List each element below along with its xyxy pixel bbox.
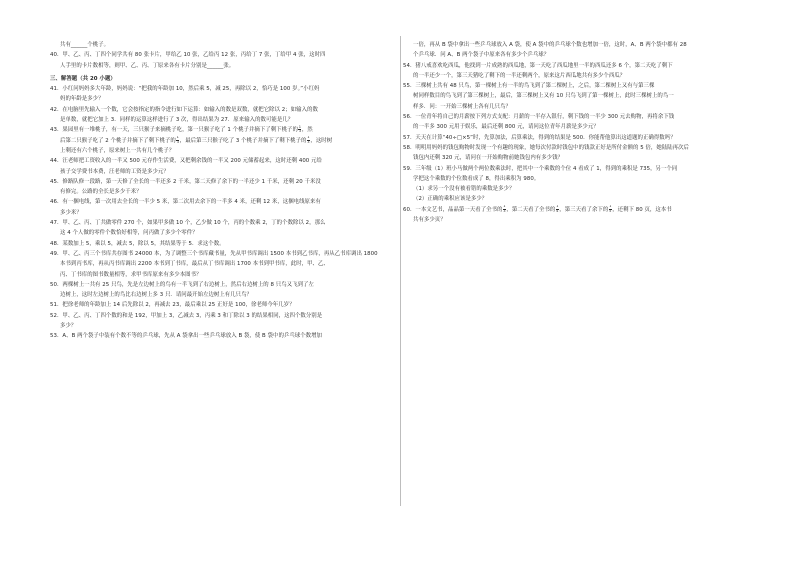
question-line xyxy=(50,105,395,115)
line-text: ，第二天看了全书的 xyxy=(506,206,556,213)
question-line xyxy=(50,300,395,310)
question-line xyxy=(50,228,395,238)
line-text: 60．一本文艺书，晶晶第一天看了全书的 xyxy=(403,206,503,213)
question-line xyxy=(50,115,395,125)
fraction-denominator: 3 xyxy=(176,139,179,144)
line-text: 共有多少页？ xyxy=(413,217,446,224)
line-text: 上剩还有六个桃子，原来树上一共有几个桃子？ xyxy=(60,147,175,154)
line-text: ，这时树 xyxy=(310,137,333,144)
question-line xyxy=(50,239,395,249)
question-line xyxy=(403,153,748,163)
line-text: 共有______个桃子。 xyxy=(60,42,110,48)
question-line xyxy=(403,61,748,71)
line-text: 40．甲、乙、丙、丁四个同学共有 80 张卡片，甲给乙 10 张，乙给丙 12 张，丙给丁 7 张，丁给甲 4 张，这时四 xyxy=(50,52,326,59)
question-line xyxy=(403,133,748,143)
line-text: （1）求另一个没有被看错的乘数是多少？ xyxy=(413,186,515,193)
line-text: 48．某数加上 5，乘以 5，减去 5，除以 5，其结果等于 5．求这个数。 xyxy=(50,240,225,247)
line-text: 样多．问：一开始三棵树上各有几只鸟？ xyxy=(413,103,511,110)
question-line xyxy=(50,259,395,269)
line-text: ，然 xyxy=(301,127,313,134)
question-line xyxy=(403,102,748,112)
line-text: 43．果园里有一堆桃子，有一天，三只猴子来摘桃子吃，第一只猴子吃了 1 个桃子并摘下了剩下桃子的 xyxy=(50,127,298,134)
question-line xyxy=(403,81,748,91)
section-heading xyxy=(50,74,395,84)
question-line xyxy=(403,194,748,204)
question-line xyxy=(50,40,395,50)
line-text: 的一半多 300 元用于娱乐，最后还剩 800 元，请问这位青年月薪是多少元？ xyxy=(413,124,599,131)
fraction-denominator: 3 xyxy=(503,208,506,213)
fraction-denominator: 3 xyxy=(307,139,310,144)
question-line xyxy=(50,197,395,207)
line-text: （2）正确的乘积应该是多少？ xyxy=(413,196,488,203)
left-column xyxy=(50,40,395,342)
line-text: 41．小红问妈妈多大年龄，妈妈说：“把我的年龄加 10，然后乘 5，减 25，再除以 2，恰巧是 100 岁。”小红妈 xyxy=(50,86,320,93)
question-line xyxy=(403,143,748,153)
question-line xyxy=(403,50,748,60)
fraction-numerator: 1 xyxy=(503,204,506,208)
question-line xyxy=(403,40,748,50)
line-text: ，第三天看了余下的 xyxy=(559,206,609,213)
question-line xyxy=(403,174,748,184)
column-divider xyxy=(400,36,401,506)
line-text: 49．甲、乙、丙三个书库共存图书 24000 本，为了调整三个书库藏书量，先从甲书库调出 1500 本书到乙书库，再从乙书库调出 1800 xyxy=(50,250,378,257)
fraction-numerator: 1 xyxy=(556,204,559,208)
line-text: 45．修路队修一段路，第一天修了全长的一半还多 2 千米，第二天修了余下的一半还少 1 千米，还剩 20 千米没 xyxy=(50,178,321,185)
line-text: 这 4 个人做的零件个数恰好相等，问丙做了多少个零件？ xyxy=(60,230,198,237)
question-line xyxy=(50,187,395,197)
line-text: 妈的年龄是多少？ xyxy=(60,96,104,103)
question-line xyxy=(50,208,395,218)
line-text: 的一半还少一个，第三天猪吃了剩下的一半还剩两个，原来这片西瓜地共有多少个西瓜？ xyxy=(413,72,626,79)
question-line xyxy=(50,311,395,321)
question-line xyxy=(50,270,395,280)
question-line xyxy=(50,136,395,146)
question-line xyxy=(403,112,748,122)
line-text: 59．三年级（1）班小马做两个两位数乘法时，把其中一个乘数的个位 4 看成了 1，得到的乘积是 735，另一个同 xyxy=(403,165,678,172)
line-text: 50．两棵树上一共有 25 只鸟，先是左边树上的鸟有一半飞到了右边树上，然后右边树上的 8 只鸟又飞到了左 xyxy=(50,281,314,288)
question-line xyxy=(50,156,395,166)
fraction-numerator: 1 xyxy=(307,135,310,139)
line-text: 边树上，这时左边树上的鸟比右边树上多 3 只．请问最开始左边树上有几只鸟？ xyxy=(60,292,252,299)
question-line xyxy=(50,321,395,331)
line-text: ，还剩下 80 页，这本书 xyxy=(612,206,672,213)
question-line xyxy=(403,91,748,101)
line-text: 多少？ xyxy=(60,323,77,330)
line-text: 52．甲、乙、丙、丁四个数的和是 192，甲加上 3，乙减去 3，丙乘 3 和丁除以 3 的结果相同，这四个数分别是 xyxy=(50,312,323,319)
fraction-denominator: 4 xyxy=(556,208,559,213)
fraction-denominator: 5 xyxy=(609,208,612,213)
line-text: 人手里的卡片数相等，则甲、乙、丙、丁原来各有卡片分别是______张。 xyxy=(60,62,235,69)
line-text: 53．A、B 两个袋子中装有个数不等的乒乓球，先从 A 袋拿出一些乒乓球放入 B 袋，使 B 袋中的乒乓球个数增加 xyxy=(50,333,322,340)
line-text: 44．汪老师把工资收入的一半又 500 元存作生活费，又把剩余钱的一半又 200 元储蓄起来，这时还剩 400 元给 xyxy=(50,158,322,165)
question-line xyxy=(50,61,395,71)
question-line xyxy=(403,215,748,225)
line-text: 57．天天在计算“40÷□×5”时，先算加法，后算乘法，得到的结果是 500．你能帮他算出这道题的正确得数吗？ xyxy=(403,134,676,141)
line-text: 46．有一捆电线，第一次用去全长的一半少 5 米，第二次用去余下的一半多 4 米，还剩 12 米，这捆电线原来有 xyxy=(50,199,321,206)
question-line xyxy=(50,249,395,259)
line-text: 56．一位青年将自己的月薪按下列方式支配：月薪的一半存入银行，剩下钱的一半少 300 元去购物，再将余下钱 xyxy=(403,114,675,121)
line-text: 本书到丙书库，再从丙书库调出 2200 本书到丁书库，最后从丁书库调出 1700 本书到甲书库，此时，甲、乙、 xyxy=(60,261,329,268)
question-line xyxy=(50,84,395,94)
line-text: 47．甲、乙、丙、丁共做零件 270 个，如果甲多做 10 个，乙少做 10 个，丙的个数乘 2，丁的个数除以 2，那么 xyxy=(50,220,326,227)
line-text: 51．把徐老师的年龄加上 14 后先除以 2，再减去 23，最后乘以 25 正好是 100，徐老师今年几岁？ xyxy=(50,302,295,309)
question-line xyxy=(50,50,395,60)
question-line xyxy=(403,122,748,132)
question-line xyxy=(50,218,395,228)
line-text: 58．明明用妈妈的钱包购物时发现一个有趣的现象，她每次付款时钱包中的钱款正好是所付金额的 5 倍，她陆陆再次后 xyxy=(403,144,689,151)
fraction-numerator: 1 xyxy=(609,204,612,208)
line-text: 三、解答题（共 20 小题） xyxy=(50,75,116,82)
question-line xyxy=(50,146,395,156)
line-text: 有修完。公路的全长是多少千米？ xyxy=(60,189,142,196)
line-text: 55．三棵树上共有 48 只鸟，第一棵树上有一半的鸟飞到了第二棵树上，之后，第二棵树上又有与第三棵 xyxy=(403,83,655,90)
fraction-denominator: 3 xyxy=(298,129,302,134)
fraction-numerator: 1 xyxy=(176,135,179,139)
right-column xyxy=(403,40,748,225)
question-line xyxy=(403,184,748,194)
line-text: 学把这个乘数的个位数看成了 8，得出乘积为 980。 xyxy=(413,175,540,182)
line-text: 是单数，就把它加上 3．同样的运算这样进行了 3 次，得出结果为 27．原来输入的数可能是几？ xyxy=(60,117,294,124)
question-line xyxy=(50,280,395,290)
line-text: 后第二只猴子吃了 2 个桃子并摘下了剩下桃子的 xyxy=(60,137,176,144)
question-line xyxy=(50,331,395,341)
line-text: 孩子交学费书本费，汪老师的工资是多少元？ xyxy=(60,168,169,175)
question-line xyxy=(50,290,395,300)
question-line xyxy=(50,94,395,104)
line-text: 丙、丁书库的图书数量相等，求甲书库原来有多少本图书？ xyxy=(60,271,202,278)
line-text: ，最后第三只猴子吃了 3 个桃子并摘下了剩下桃子的 xyxy=(179,137,307,144)
line-text: 一倍，再从 B 袋中拿出一些乒乓球放入 A 袋，使 A 袋中的乒乓球个数也增加一倍，这时，A、B 两个袋中都有 28 xyxy=(413,42,687,48)
question-line xyxy=(50,125,395,135)
fraction-numerator: 1 xyxy=(298,125,302,129)
line-text: 钱包内还剩 320 元，请问在一开始购物前她钱包内有多少钱？ xyxy=(413,155,563,162)
line-text: 多少米？ xyxy=(60,209,82,216)
line-text: 54．猪八戒喜欢吃西瓜，他找到一片成熟的西瓜地，第一天吃了西瓜地里一半的西瓜还多 6 个，第二天吃了剩下 xyxy=(403,62,673,69)
line-text: 树同样数目的鸟飞到了第三棵树上，最后，第三棵树上又有 10 只鸟飞到了第一棵树上，此时三棵树上的鸟一 xyxy=(413,93,674,100)
question-line xyxy=(50,177,395,187)
question-line xyxy=(50,167,395,177)
question-line xyxy=(403,71,748,81)
line-text: 个乒乓球．问 A、B 两个袋子中原来各有多少个乒乓球？ xyxy=(413,52,550,59)
line-text: 42．在电脑里先输入一个数，它会按指定的指令进行如下运算：如输入的数是双数，就把它除以 2；如输入的数 xyxy=(50,106,318,113)
question-line xyxy=(403,205,748,215)
question-line xyxy=(403,164,748,174)
